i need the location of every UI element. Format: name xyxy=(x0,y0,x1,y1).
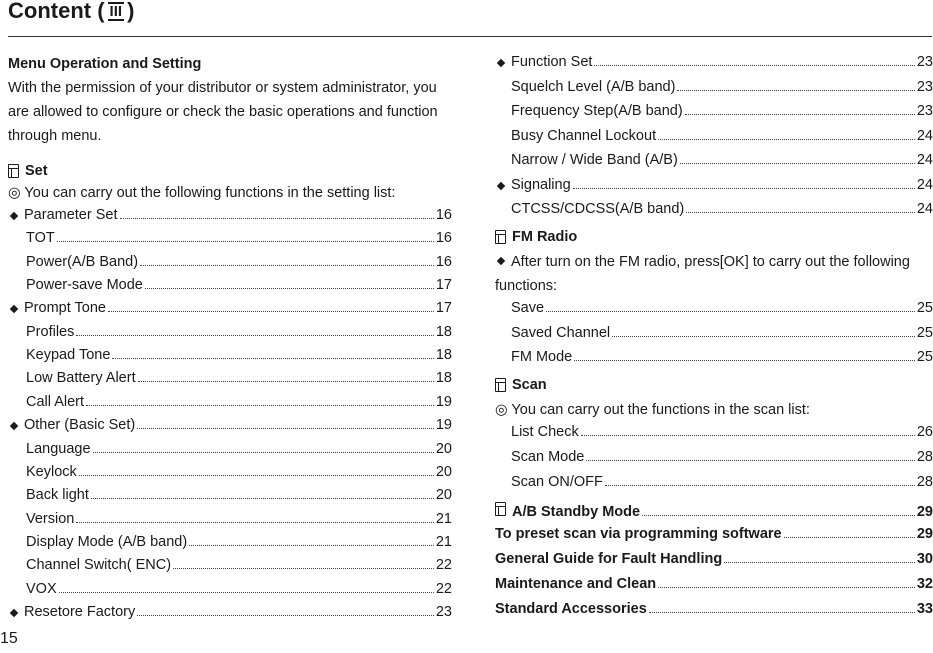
toc-page: 17 xyxy=(435,277,452,294)
diamond-bullet-icon xyxy=(10,422,18,430)
toc-page: 18 xyxy=(435,370,452,387)
leader-dots xyxy=(137,615,434,616)
toc-entry[interactable] xyxy=(8,207,452,229)
toc-page: 26 xyxy=(916,424,933,440)
toc-label: Signaling xyxy=(511,176,571,193)
toc-label: Version xyxy=(26,510,75,527)
toc-label: To preset scan via programming software xyxy=(495,526,782,542)
diamond-bullet-icon xyxy=(10,212,18,220)
set-section-header xyxy=(8,163,48,179)
leader-dots xyxy=(86,405,434,406)
toc-entry[interactable] xyxy=(26,534,452,556)
toc-entry[interactable] xyxy=(8,417,452,439)
toc-entry[interactable] xyxy=(495,54,933,76)
toc-label: FM Mode xyxy=(511,349,573,365)
fm-label: FM Radio xyxy=(512,229,578,245)
title-prefix: Content xyxy=(8,0,92,23)
fm-note-line2: functions: xyxy=(495,278,558,294)
toc-entry[interactable] xyxy=(26,230,452,252)
leader-dots xyxy=(108,311,434,312)
toc-entry[interactable] xyxy=(511,103,933,125)
leader-dots xyxy=(680,163,915,164)
book-icon xyxy=(495,502,506,516)
toc-page: 16 xyxy=(435,230,452,247)
leader-dots xyxy=(189,545,434,546)
toc-entry[interactable] xyxy=(511,474,933,496)
toc-entry[interactable] xyxy=(511,300,933,322)
toc-label: Back light xyxy=(26,487,89,504)
book-icon xyxy=(495,230,506,244)
leader-dots xyxy=(586,460,915,461)
toc-label: Save xyxy=(511,300,545,316)
book-icon xyxy=(495,378,506,392)
diamond-bullet-icon xyxy=(497,181,505,189)
title-paren-close: ) xyxy=(127,0,135,23)
toc-label: General Guide for Fault Handling xyxy=(495,551,723,567)
toc-label: Standard Accessories xyxy=(495,601,647,617)
toc-page: 18 xyxy=(435,323,452,340)
leader-dots xyxy=(138,381,434,382)
toc-page: 24 xyxy=(916,127,933,144)
toc-label: TOT xyxy=(26,230,55,247)
toc-label: Maintenance and Clean xyxy=(495,576,657,592)
toc-page: 23 xyxy=(916,78,933,95)
leader-dots xyxy=(91,498,434,499)
leader-dots xyxy=(605,485,915,486)
toc-page: 33 xyxy=(916,601,933,617)
toc-entry[interactable] xyxy=(495,177,933,199)
toc-entry[interactable] xyxy=(26,277,452,299)
toc-page: 30 xyxy=(916,551,933,567)
leader-dots xyxy=(145,288,434,289)
diamond-bullet-icon xyxy=(10,305,18,313)
fm-radio-section-header xyxy=(495,229,577,245)
section-heading: Menu Operation and Setting xyxy=(8,56,202,72)
toc-label: Scan Mode xyxy=(511,449,585,465)
toc-label: A/B Standby Mode xyxy=(512,504,641,520)
toc-page: 22 xyxy=(435,557,452,574)
leader-dots xyxy=(120,218,434,219)
leader-dots xyxy=(93,452,434,453)
toc-entry[interactable] xyxy=(511,449,933,471)
toc-label: VOX xyxy=(26,580,57,597)
toc-page: 17 xyxy=(435,300,452,317)
toc-page: 23 xyxy=(916,54,933,70)
toc-entry[interactable] xyxy=(26,511,452,533)
leader-dots xyxy=(594,65,914,66)
leader-dots xyxy=(649,612,915,613)
leader-dots xyxy=(573,188,915,189)
scan-label: Scan xyxy=(512,377,547,393)
fm-note xyxy=(495,254,910,270)
leader-dots xyxy=(784,537,915,538)
toc-page: 21 xyxy=(435,510,452,527)
toc-page: 16 xyxy=(435,207,452,223)
toc-label: Keypad Tone xyxy=(26,347,111,364)
toc-entry[interactable] xyxy=(26,394,452,416)
toc-page: 25 xyxy=(916,324,933,341)
toc-label: Display Mode (A/B band) xyxy=(26,533,188,550)
toc-entry[interactable] xyxy=(495,551,933,573)
toc-label: Scan ON/OFF xyxy=(511,474,603,490)
leader-dots xyxy=(76,335,434,336)
toc-page: 23 xyxy=(435,603,452,620)
toc-entry[interactable] xyxy=(511,424,933,446)
toc-label: List Check xyxy=(511,424,579,440)
toc-label: Prompt Tone xyxy=(24,300,106,317)
toc-page: 25 xyxy=(916,349,933,365)
toc-label: Parameter Set xyxy=(24,207,118,223)
leader-dots xyxy=(574,360,915,361)
leader-dots xyxy=(724,562,915,563)
toc-page: 28 xyxy=(916,474,933,490)
leader-dots xyxy=(140,265,434,266)
toc-page: 20 xyxy=(435,487,452,504)
toc-page: 25 xyxy=(916,300,933,316)
toc-page: 23 xyxy=(916,103,933,119)
toc-entry[interactable] xyxy=(8,604,452,626)
toc-entry[interactable] xyxy=(26,324,452,346)
toc-entry[interactable] xyxy=(511,349,933,371)
diamond-bullet-icon xyxy=(497,59,505,67)
toc-page: 32 xyxy=(916,576,933,592)
toc-label: Power-save Mode xyxy=(26,277,143,294)
toc-label: Other (Basic Set) xyxy=(24,417,136,434)
toc-label: Language xyxy=(26,440,91,457)
diamond-bullet-icon xyxy=(10,609,18,617)
toc-label: Power(A/B Band) xyxy=(26,253,139,270)
toc-label: Frequency Step(A/B band) xyxy=(511,103,683,119)
toc-page: 28 xyxy=(916,449,933,465)
title-numeral: III xyxy=(109,3,123,20)
leader-dots xyxy=(173,568,434,569)
toc-label: Function Set xyxy=(511,54,593,70)
toc-label: Profiles xyxy=(26,323,75,340)
toc-label: CTCSS/CDCSS(A/B band) xyxy=(511,201,685,217)
toc-page: 20 xyxy=(435,463,452,480)
set-note: ◎ You can carry out the following functions in the setting list: xyxy=(8,185,396,201)
toc-page: 24 xyxy=(916,152,933,168)
toc-label: Squelch Level (A/B band) xyxy=(511,78,676,95)
toc-page: 24 xyxy=(916,201,933,217)
toc-entry[interactable] xyxy=(26,441,452,463)
leader-dots xyxy=(546,311,915,312)
title-paren-open: ( xyxy=(97,0,105,23)
toc-label: Channel Switch( ENC) xyxy=(26,557,172,574)
leader-dots xyxy=(612,336,915,337)
toc-label: Keylock xyxy=(26,463,77,480)
leader-dots xyxy=(79,475,434,476)
toc-entry[interactable] xyxy=(26,464,452,486)
fm-note-line1: After turn on the FM radio, press[OK] to carry out the following xyxy=(511,254,910,270)
toc-entry-standby[interactable] xyxy=(495,502,933,524)
diamond-bullet-icon xyxy=(497,257,505,265)
title-rule xyxy=(8,36,932,37)
leader-dots xyxy=(658,587,915,588)
toc-label: Resetore Factory xyxy=(24,603,136,620)
toc-page: 19 xyxy=(435,393,452,410)
toc-entry[interactable] xyxy=(26,557,452,579)
intro-paragraph: With the permission of your distributor or system administrator, you are allowed to configure or check the basic operations and function through menu. xyxy=(8,80,438,144)
toc-page: 29 xyxy=(916,504,933,520)
toc-page: 22 xyxy=(435,580,452,597)
toc-entry[interactable] xyxy=(495,601,933,623)
page-title xyxy=(8,0,134,24)
set-label: Set xyxy=(25,163,48,179)
toc-entry[interactable] xyxy=(26,581,452,603)
leader-dots xyxy=(137,428,434,429)
leader-dots xyxy=(686,212,915,213)
toc-page: 24 xyxy=(916,176,933,193)
toc-page: 16 xyxy=(435,253,452,270)
page-number: 15 xyxy=(0,630,18,647)
toc-entry[interactable] xyxy=(511,128,933,150)
toc-entry[interactable] xyxy=(495,526,933,548)
toc-entry[interactable] xyxy=(495,576,933,598)
toc-label: Call Alert xyxy=(26,393,85,410)
leader-dots xyxy=(658,139,915,140)
leader-dots xyxy=(59,592,434,593)
leader-dots xyxy=(76,522,433,523)
toc-entry[interactable] xyxy=(8,300,452,322)
leader-dots xyxy=(642,515,915,516)
book-icon xyxy=(8,164,19,178)
toc-entry[interactable] xyxy=(511,79,933,101)
toc-label: Low Battery Alert xyxy=(26,370,136,387)
toc-page: 18 xyxy=(435,347,452,364)
toc-entry[interactable] xyxy=(26,254,452,276)
toc-page: 29 xyxy=(916,526,933,542)
toc-entry[interactable] xyxy=(511,325,933,347)
leader-dots xyxy=(581,435,915,436)
toc-page: 20 xyxy=(435,440,452,457)
leader-dots xyxy=(685,114,915,115)
toc-entry[interactable] xyxy=(26,347,452,369)
toc-label: Busy Channel Lockout xyxy=(511,127,657,144)
leader-dots xyxy=(57,241,434,242)
toc-entry[interactable] xyxy=(26,487,452,509)
toc-page: 19 xyxy=(435,417,452,434)
leader-dots xyxy=(112,358,433,359)
scan-note: ◎ You can carry out the functions in the scan list: xyxy=(495,402,810,418)
toc-entry[interactable] xyxy=(26,370,452,392)
leader-dots xyxy=(677,90,914,91)
toc-entry[interactable] xyxy=(511,152,933,174)
toc-page: 21 xyxy=(435,533,452,550)
toc-label: Narrow / Wide Band (A/B) xyxy=(511,152,678,168)
toc-label: Saved Channel xyxy=(511,324,611,341)
toc-entry[interactable] xyxy=(511,201,933,223)
scan-section-header xyxy=(495,377,547,393)
